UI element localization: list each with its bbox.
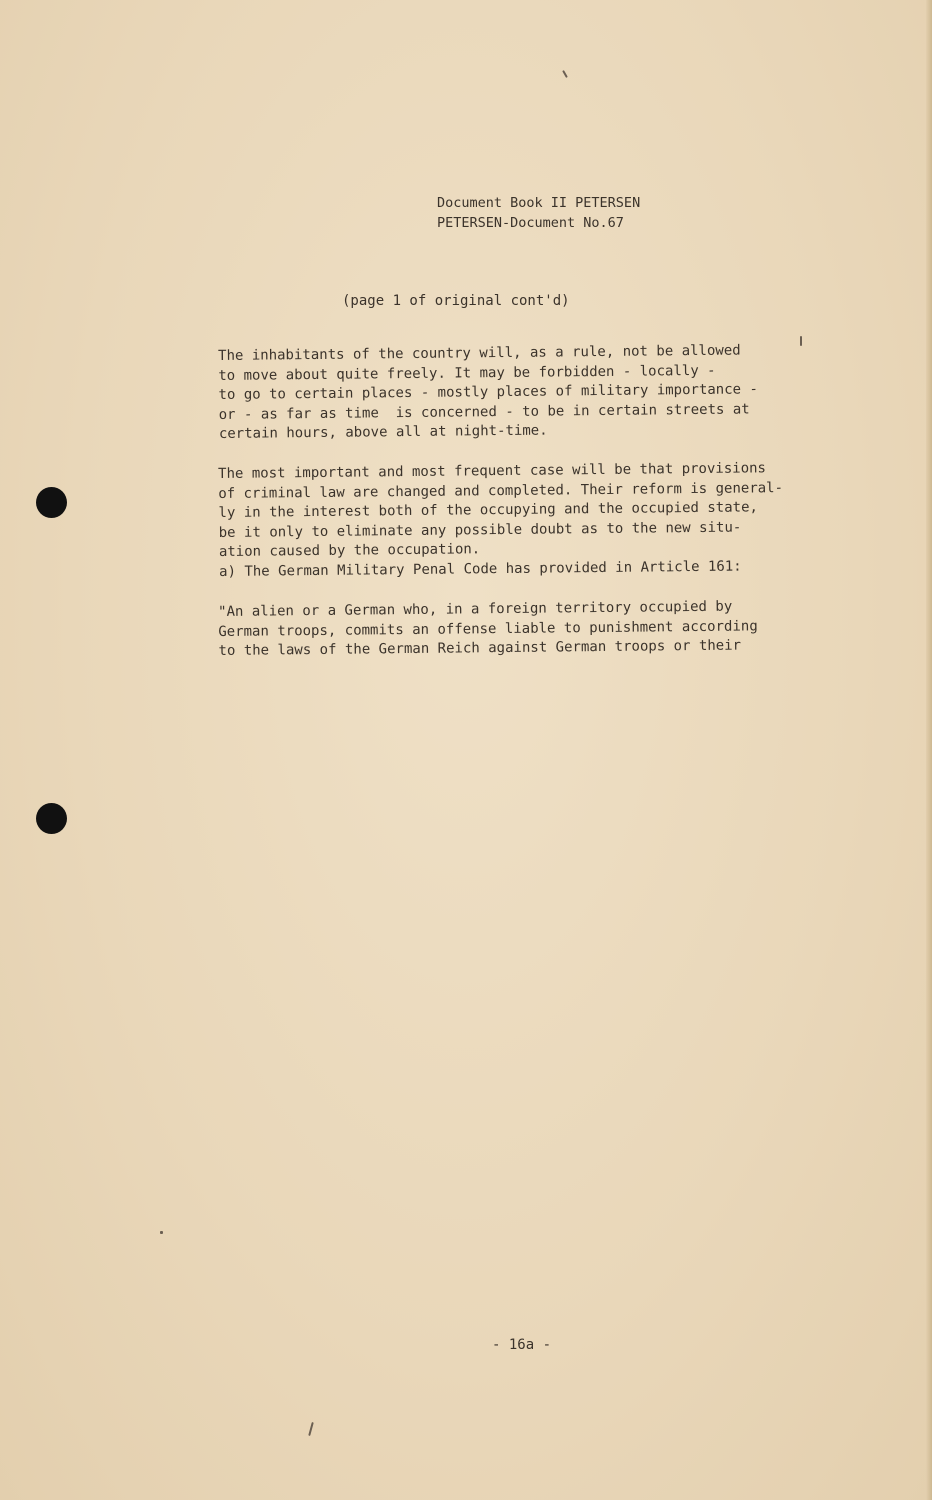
page-number: - 16a -: [492, 1337, 552, 1353]
paragraph-movement-restrictions: [218, 341, 758, 445]
text-line: to the laws of the German Reich against German troops or their: [218, 637, 742, 660]
punch-hole-top: [36, 487, 67, 518]
document-header: [437, 193, 640, 233]
text-line: to move about quite freely. It may be forbidden - locally -: [218, 362, 716, 384]
paper-speck: [800, 336, 802, 346]
paper-speck: [308, 1422, 314, 1436]
punch-hole-bottom: [36, 803, 67, 834]
text-line: or - as far as time is concerned - to be in certain streets at: [218, 401, 750, 423]
paper-speck: [160, 1231, 163, 1234]
text-line: be it only to eliminate any possible doubt as to the new situ-: [218, 519, 742, 541]
page-continuation-note: (page 1 of original cont'd): [342, 293, 570, 309]
text-line: ly in the interest both of the occupying and the occupied state,: [218, 499, 758, 522]
text-line: a) The German Military Penal Code has provided in Article 161:: [219, 558, 742, 580]
text-line: of criminal law are changed and completed. Their reform is general-: [218, 479, 784, 502]
text-line: certain hours, above all at night-time.: [218, 422, 548, 443]
paper-speck: [562, 70, 568, 78]
text-line: "An alien or a German who, in a foreign territory occupied by: [218, 598, 733, 620]
header-line-document-number: PETERSEN-Document No.67: [437, 215, 624, 231]
text-line: to go to certain places - mostly places of military importance -: [218, 381, 758, 404]
page-edge-shadow: [926, 0, 932, 1500]
paragraph-criminal-law: [218, 459, 784, 582]
text-line: The most important and most frequent case will be that provisions: [218, 460, 767, 482]
header-line-book: Document Book II PETERSEN: [437, 195, 641, 211]
text-line: German troops, commits an offense liable to punishment according: [218, 617, 758, 640]
text-line: ation caused by the occupation.: [218, 541, 481, 561]
text-line: The inhabitants of the country will, as a rule, not be allowed: [218, 342, 741, 364]
paragraph-quotation: [218, 597, 758, 661]
